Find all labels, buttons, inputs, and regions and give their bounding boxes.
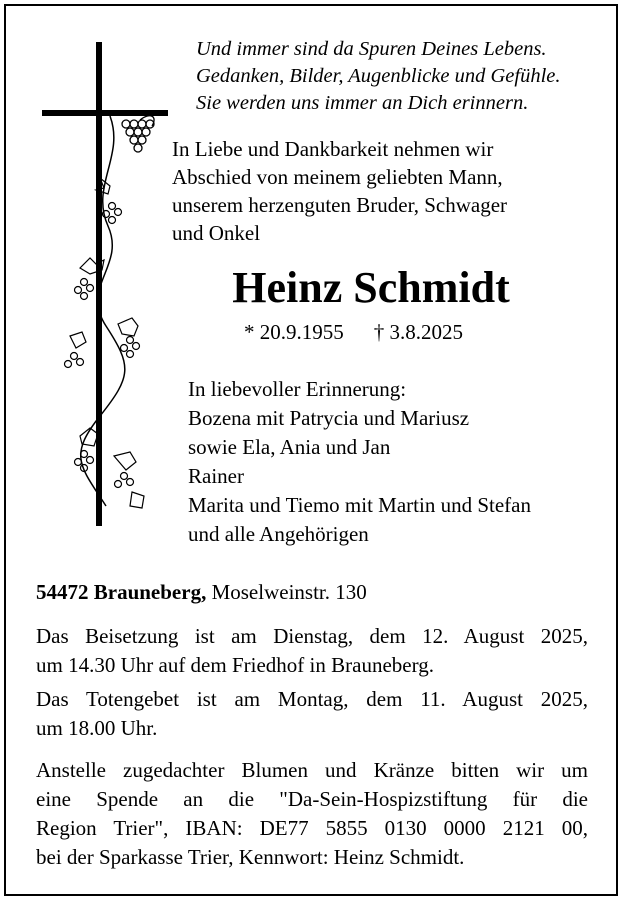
intro-line: unserem herzenguten Bruder, Schwager <box>172 193 508 217</box>
prayer-line: um 18.00 Uhr. <box>36 716 158 740</box>
prayer-info <box>36 685 588 743</box>
family-address <box>36 578 367 606</box>
address-city: 54472 Brauneberg, <box>36 580 207 604</box>
donation-line: bei der Sparkasse Trier, Kennwort: Heinz Schmidt. <box>36 845 465 869</box>
life-dates <box>244 318 463 346</box>
mourner-line: sowie Ela, Ania und Jan <box>188 435 391 459</box>
intro-line: In Liebe und Dankbarkeit nehmen wir <box>172 137 494 161</box>
deceased-name: Heinz Schmidt <box>232 263 510 312</box>
quote-line: Sie werden uns immer an Dich erinnern. <box>196 92 529 114</box>
quote-line: Gedanken, Bilder, Augenblicke und Gefühle. <box>196 65 561 87</box>
birth-date: * 20.9.1955 <box>244 320 344 344</box>
prayer-line: Das Totengebet ist am Montag, dem 11. August 2025, <box>36 687 588 711</box>
funeral-info <box>36 622 588 680</box>
mourner-line: Rainer <box>188 464 244 488</box>
cross-with-grapevine-icon <box>40 36 170 526</box>
donation-line: Region Trier", IBAN: DE77 5855 0130 0000 2121 00, <box>36 816 588 840</box>
intro-line: und Onkel <box>172 221 261 245</box>
memorial-quote <box>196 36 596 117</box>
funeral-line: um 14.30 Uhr auf dem Friedhof in Brauneberg. <box>36 653 434 677</box>
mourner-line: Bozena mit Patrycia und Mariusz <box>188 406 470 430</box>
mourner-line: Marita und Tiemo mit Martin und Stefan <box>188 493 531 517</box>
donation-line: eine Spende an die "Da-Sein-Hospizstiftung für die <box>36 787 588 811</box>
mourners-heading: In liebevoller Erinnerung: <box>188 377 407 401</box>
mourners-list <box>188 375 598 549</box>
donation-line: Anstelle zugedachter Blumen und Kränze bitten wir um <box>36 758 588 782</box>
donation-info <box>36 756 588 872</box>
farewell-intro <box>172 135 592 247</box>
mourner-line: und alle Angehörigen <box>188 522 369 546</box>
death-date: † 3.8.2025 <box>373 320 463 344</box>
quote-line: Und immer sind da Spuren Deines Lebens. <box>196 38 547 60</box>
funeral-line: Das Beisetzung ist am Dienstag, dem 12. August 2025, <box>36 624 588 648</box>
address-street: Moselweinstr. 130 <box>206 580 367 604</box>
intro-line: Abschied von meinem geliebten Mann, <box>172 165 503 189</box>
